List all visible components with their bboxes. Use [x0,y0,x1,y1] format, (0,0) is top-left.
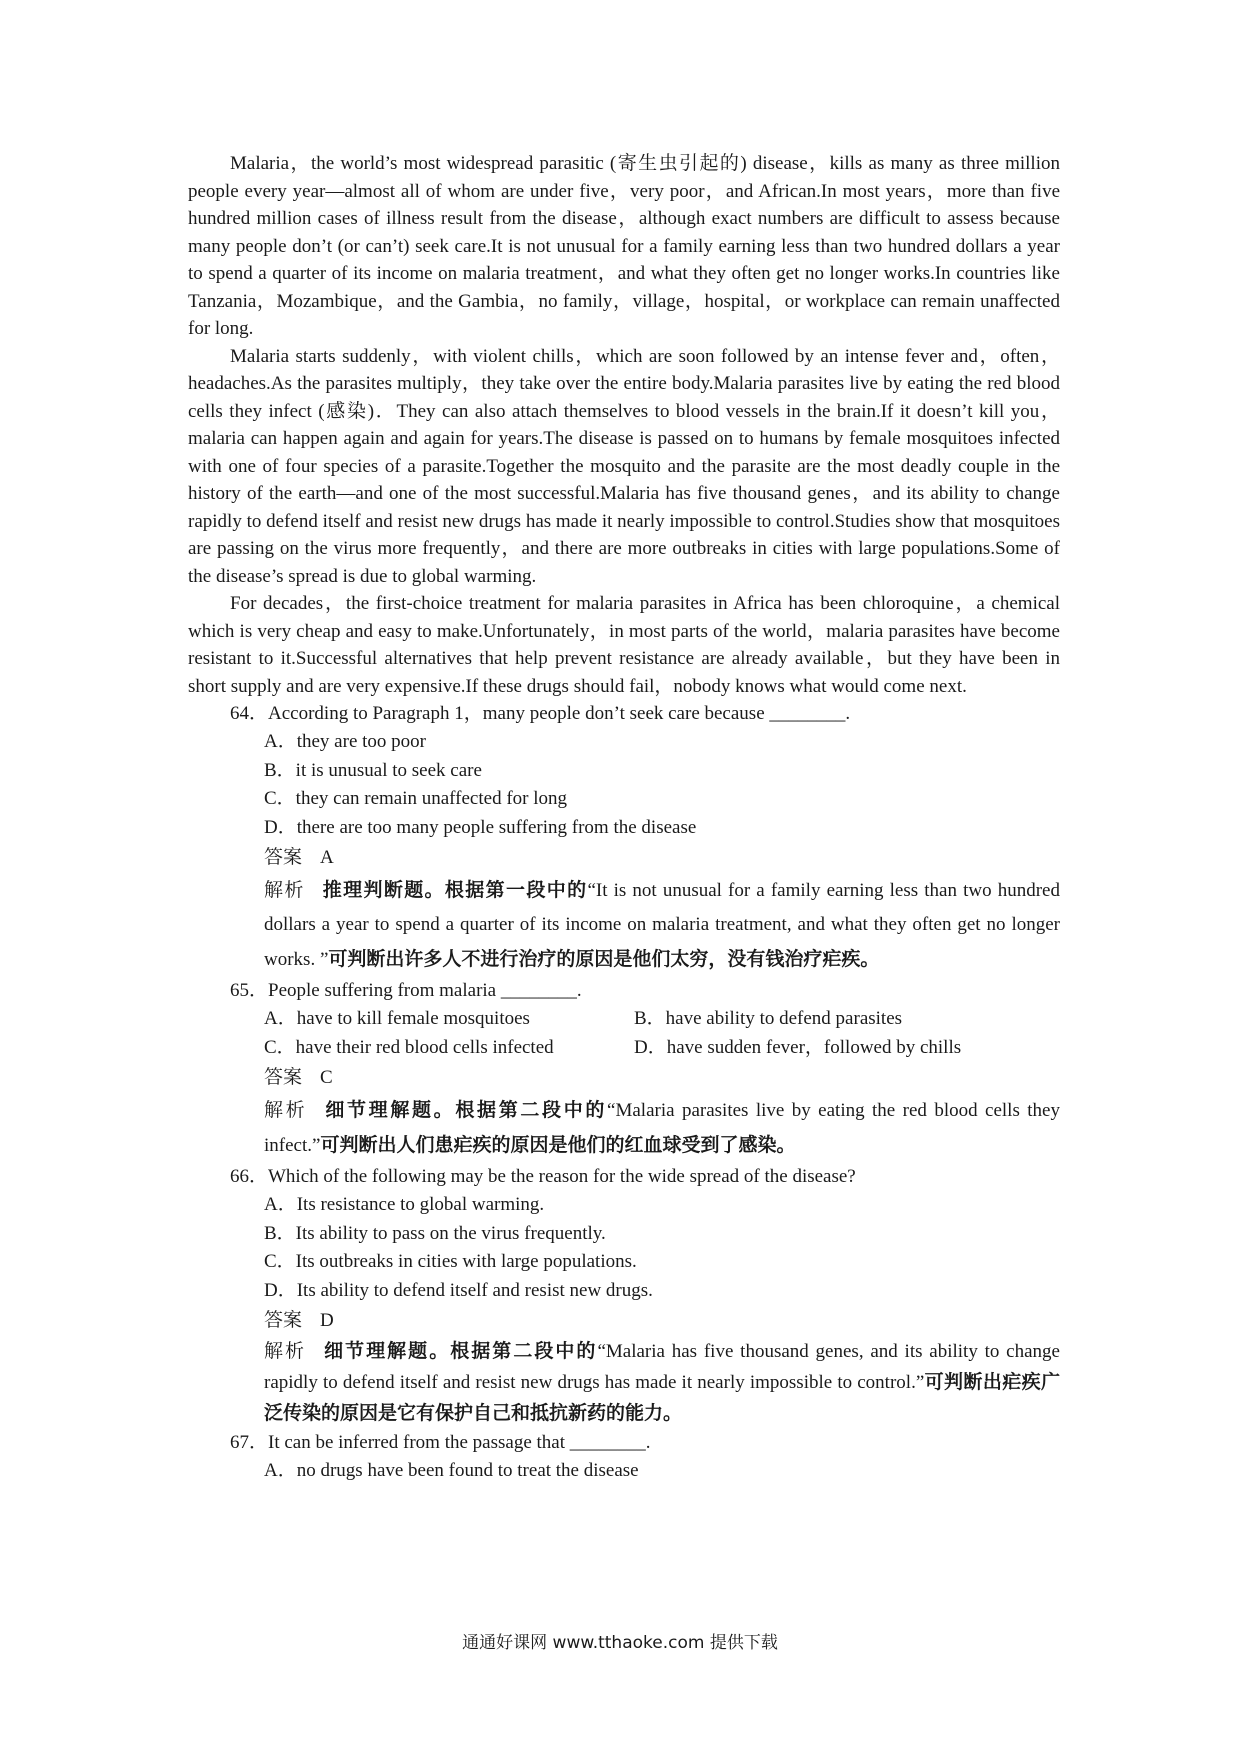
question-stem: 67．It can be inferred from the passage that ________. [230,1432,651,1453]
answer-label: 答案 [264,1066,303,1088]
explanation-conclusion: 可判断出许多人不进行治疗的原因是他们太穷，没有钱治疗疟疾。 [328,948,880,970]
explanation [264,1336,1060,1429]
question-64 [188,700,1060,977]
option-row [264,1005,1060,1034]
explanation-quote: “It is not unusual for a family earning less than two hundred dollars a year to spend a quarter of its income on malaria treatment, and what they often get no longer works. ” [264,880,1060,970]
passage-paragraph-1: Malaria，the world’s most widespread parasitic (寄生虫引起的) disease，kills as many as three million people every year—almost all of whom are under five，very poor，and African.In most years，more than five hundred million cases of illness result from the disease，although exact numbers are difficult to assess because many people don’t (or can’t) seek care.It is not unusual for a family earning less than two hundred dollars a year to spend a quarter of its income on malaria treatment，and what they often get no longer works.In countries like Tanzania，Mozambique，and the Gambia，no family，village，hospital，or workplace can remain unaffected for long. [188,153,1060,339]
question-stem: 66．Which of the following may be the reason for the wide spread of the disease? [230,1166,856,1187]
question-stem: 64．According to Paragraph 1，many people don’t seek care because ________. [230,703,851,724]
option-c: C．Its outbreaks in cities with large populations. [264,1251,637,1272]
explanation-conclusion: 可判断出人们患疟疾的原因是他们的红血球受到了感染。 [320,1134,796,1156]
option-b: B．it is unusual to seek care [264,759,482,781]
explanation-intro: 细节理解题。根据第二段中的 [325,1099,608,1121]
option-d: D．there are too many people suffering from the disease [264,816,697,838]
option-c: C．they can remain unaffected for long [264,788,568,809]
option-b: B．Its ability to pass on the virus frequently. [264,1222,606,1244]
option-d: D．Its ability to defend itself and resist new drugs. [264,1279,653,1301]
answer-line [264,842,1060,873]
passage-paragraph-2: Malaria starts suddenly，with violent chills，which are soon followed by an intense fever and，often，headaches.As the parasites multiply，they take over the entire body.Malaria parasites live by eating the red blood cells they infect (感染)．They can also attach themselves to blood vessels in the brain.If it doesn’t kill you，malaria can happen again and again for years.The disease is passed on to humans by female mosquitoes infected with one of four species of a parasite.Together the mosquito and the parasite are the most deadly couple in the history of the earth—and one of the most successful.Malaria has five thousand genes，and its ability to change rapidly to defend itself and resist new drugs has made it nearly impossible to control.Studies show that mosquitoes are passing on the virus more frequently，and there are more outbreaks in cities with large populations.Some of the disease’s spread is due to global warming. [188,345,1060,587]
option-a: A．they are too poor [264,731,426,752]
passage-paragraph-3: For decades，the first-choice treatment for malaria parasites in Africa has been chloroquine，a chemical which is very cheap and easy to make.Unfortunately，in most parts of the world，malaria parasites have become resistant to it.Successful alternatives that help prevent resistance are already available，but they have been in short supply and are very expensive.If these drugs should fail，nobody knows what would come next. [188,593,1060,697]
explanation [264,1093,1060,1163]
option-b: B．have ability to defend parasites [634,1008,903,1029]
option-c: C．have their red blood cells infected [264,1036,554,1058]
explanation-intro: 推理判断题。根据第一段中的 [322,879,588,901]
explanation-label: 解析 [264,1340,307,1362]
answer-value: D [320,1310,334,1331]
question-stem: 65．People suffering from malaria ________. [230,980,582,1001]
question-66 [188,1163,1060,1429]
answer-value: C [320,1067,333,1088]
explanation-quote: “Malaria has five thousand genes, and its ability to change rapidly to defend itself and resist new drugs has made it nearly impossible to control.” [264,1341,1060,1393]
answer-line [264,1062,1060,1093]
option-d: D．have sudden fever，followed by chills [634,1036,962,1058]
page-footer: 通通好课网 www.tthaoke.com 提供下载 [462,1633,778,1653]
question-67 [188,1429,1060,1486]
explanation-intro: 细节理解题。根据第二段中的 [324,1340,598,1362]
explanation-label: 解析 [264,1099,308,1121]
option-a: A．Its resistance to global warming. [264,1194,545,1215]
explanation-conclusion: 可判断出疟疾广泛传染的原因是它有保护自己和抵抗新药的能力。 [264,1371,1060,1424]
option-a: A．no drugs have been found to treat the disease [264,1460,639,1481]
option-a: A．have to kill female mosquitoes [264,1008,530,1029]
explanation [264,873,1060,977]
answer-value: A [320,847,334,868]
explanation-label: 解析 [264,879,305,901]
option-row [264,1034,1060,1063]
explanation-quote: “Malaria parasites live by eating the red blood cells they infect.” [264,1100,1060,1156]
answer-label: 答案 [264,1309,303,1331]
answer-line [264,1305,1060,1336]
document-page [188,150,1060,1486]
answer-label: 答案 [264,846,303,868]
question-65 [188,977,1060,1163]
